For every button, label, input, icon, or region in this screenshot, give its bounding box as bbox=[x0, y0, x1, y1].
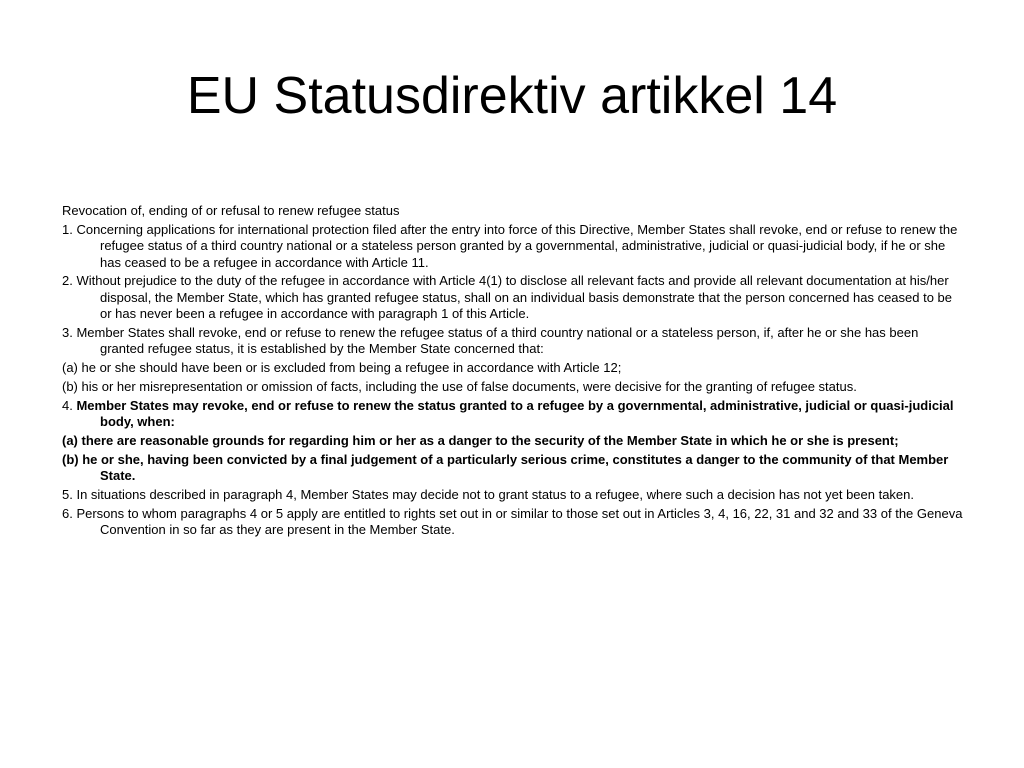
paragraph bbox=[62, 360, 964, 376]
paragraph-text: 3. Member States shall revoke, end or refuse to renew the refugee status of a third country national or a stateless person, if, after he or she has been granted refugee status, it is established by the Member State concerned that: bbox=[62, 325, 919, 357]
paragraph bbox=[62, 433, 964, 449]
paragraph-text: Member States may revoke, end or refuse to renew the status granted to a refugee by a governmental, administrative, judicial or quasi-judicial body, when: bbox=[76, 397, 954, 430]
paragraph-text: (b) his or her misrepresentation or omission of facts, including the use of false documents, were decisive for the granting of refugee status. bbox=[62, 379, 857, 395]
paragraph-text: (a) there are reasonable grounds for regarding him or her as a danger to the security of the Member State in which he or she is present; bbox=[62, 433, 899, 449]
slide-body bbox=[62, 203, 964, 541]
paragraph bbox=[62, 452, 964, 485]
slide-title: EU Statusdirektiv artikkel 14 bbox=[186, 67, 838, 125]
paragraph-text: 6. Persons to whom paragraphs 4 or 5 apply are entitled to rights set out in or similar to those set out in Articles 3, 4, 16, 22, 31 and 32 and 33 of the Geneva Convention in so far as they are present in the Member State. bbox=[62, 505, 963, 538]
paragraph-text: 2. Without prejudice to the duty of the refugee in accordance with Article 4(1) to disclose all relevant facts and provide all relevant documentation at his/her disposal, the Member State, which has granted refugee status, shall on an individual basis demonstrate that the person concerned has ceased to be or has never been a refugee in accordance with paragraph 1 of this Article. bbox=[62, 273, 953, 322]
paragraph bbox=[62, 222, 964, 271]
paragraph bbox=[62, 325, 964, 358]
paragraph-text: 1. Concerning applications for international protection filed after the entry into force of this Directive, Member States shall revoke, end or refuse to renew the refugee status of a third country national or a stateless person granted by a governmental, administrative, judicial or quasi-judicial body, if he or she has ceased to be a refugee in accordance with Article 11. bbox=[62, 221, 958, 270]
paragraph-text: (b) he or she, having been convicted by a final judgement of a particularly serious crime, constitutes a danger to the community of that Member State. bbox=[62, 451, 949, 484]
paragraph bbox=[62, 273, 964, 322]
paragraph bbox=[62, 506, 964, 539]
paragraph bbox=[62, 203, 964, 219]
paragraph-text: 5. In situations described in paragraph 4, Member States may decide not to grant status to a refugee, where such a decision has not yet been taken. bbox=[62, 487, 915, 503]
paragraph bbox=[62, 398, 964, 431]
paragraph bbox=[62, 379, 964, 395]
paragraph-text: Revocation of, ending of or refusal to renew refugee status bbox=[62, 203, 400, 218]
paragraph-number: 4. bbox=[62, 397, 77, 413]
paragraph-text: (a) he or she should have been or is excluded from being a refugee in accordance with Article 12; bbox=[62, 360, 622, 376]
paragraph bbox=[62, 487, 964, 503]
